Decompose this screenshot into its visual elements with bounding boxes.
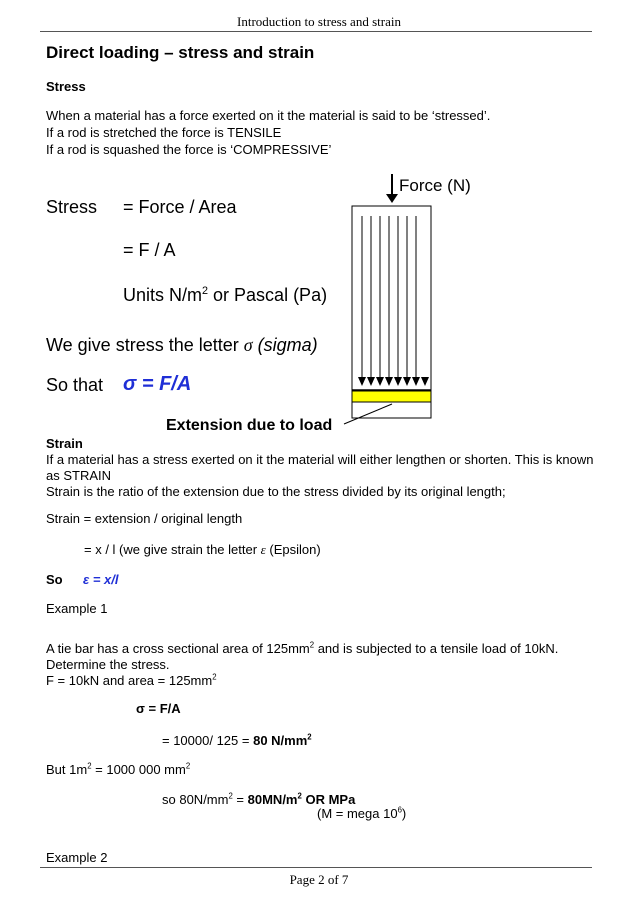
epsilon-symbol: ε (260, 542, 266, 557)
strain-formula: ε = x/l (83, 572, 119, 587)
sigma-symbol: σ (243, 335, 253, 355)
strain-formula-line (84, 542, 321, 558)
example2-title: Example 2 (46, 850, 108, 865)
strain-line-2: as STRAIN (46, 468, 112, 483)
extension-label: Extension due to load (166, 417, 333, 434)
intro-line-2: If a rod is stretched the force is TENSILE (46, 125, 282, 140)
sigma-equation: σ = F/A (136, 701, 181, 716)
problem-text-a: A tie bar has a cross sectional area of 125mm (46, 641, 310, 656)
strain-formula-text: = x / l (we give strain the letter (84, 542, 261, 557)
loaded-rod-diagram (340, 172, 440, 442)
result-line (162, 792, 355, 807)
example1-given (46, 673, 558, 689)
strain-paragraph (46, 452, 593, 500)
stress-formula: σ = F/A (123, 373, 192, 395)
page-number: Page 2 of 7 (289, 872, 349, 887)
stress-heading: Stress (46, 79, 86, 94)
problem-text-b: and is subjected to a tensile load of 10kN. (314, 641, 559, 656)
so-sup: 2 (228, 791, 233, 801)
extension-pointer (344, 404, 392, 424)
stress-arrowheads (358, 377, 429, 386)
so-text-a: so 80N/mm (162, 792, 229, 807)
problem-sup: 2 (309, 640, 315, 650)
mega-note (317, 806, 406, 821)
units-suffix: or Pascal (Pa) (208, 285, 328, 305)
extension-band (352, 391, 431, 402)
calc-result: 80 N/mm (253, 733, 308, 748)
example1-title: Example 1 (46, 601, 108, 616)
example1-task: Determine the stress. (46, 657, 170, 672)
unit-conversion (46, 762, 190, 777)
strain-definition: Strain = extension / original length (46, 511, 243, 526)
intro-paragraph (46, 107, 490, 158)
epsilon-name: (Epsilon) (265, 542, 321, 557)
strain-line-3: Strain is the ratio of the extension due to the stress divided by its original length; (46, 484, 506, 499)
given-text: F = 10kN and area = 125mm (46, 673, 213, 688)
strain-heading: Strain (46, 436, 83, 451)
so-result-sup: 2 (297, 791, 302, 801)
header-rule (40, 31, 592, 32)
calc-result-sup: 2 (307, 732, 312, 742)
stress-eq-2: = F / A (123, 240, 176, 260)
so-result-end: OR MPa (301, 792, 356, 807)
stress-letter-line (46, 335, 318, 356)
but-sup: 2 (87, 761, 92, 771)
mega-text: (M = mega 10 (317, 806, 398, 821)
stress-word: Stress (46, 197, 98, 217)
units-sup: 2 (202, 285, 209, 297)
units-text: Units N/m (123, 285, 203, 305)
so-that-label: So that (46, 375, 104, 395)
given-sup: 2 (212, 672, 217, 682)
example1-problem (46, 641, 558, 689)
so-text-b: = (232, 792, 248, 807)
stress-calculation (162, 733, 312, 748)
so-result: 80MN/m (247, 792, 298, 807)
but-text-a: But 1m (46, 762, 88, 777)
sigma-name: (sigma) (252, 335, 318, 355)
stress-units (123, 285, 327, 306)
force-arrow-head (386, 194, 398, 203)
intro-line-1: When a material has a force exerted on it the material is said to be ‘stressed’. (46, 108, 491, 123)
force-label: Force (N) (399, 176, 471, 195)
running-header: Introduction to stress and strain (237, 14, 401, 29)
strain-line-1: If a material has a stress exerted on it the material will either lengthen or shorten. This is known (46, 452, 594, 467)
calc-text: = 10000/ 125 = (162, 733, 254, 748)
stress-lines (362, 216, 416, 378)
strain-so-label: So (46, 572, 63, 587)
example1-problem-line (46, 641, 558, 657)
letter-prefix: We give stress the letter (46, 335, 244, 355)
mega-close: ) (401, 806, 407, 821)
but-sup-2: 2 (185, 761, 191, 771)
but-text-b: = 1000 000 mm (91, 762, 186, 777)
rod-outline (352, 206, 431, 418)
stress-eq-1: = Force / Area (123, 197, 237, 217)
intro-line-3: If a rod is squashed the force is ‘COMPRESSIVE’ (46, 142, 332, 157)
footer-rule (40, 867, 592, 868)
mega-sup: 6 (397, 805, 402, 815)
section-title: Direct loading – stress and strain (46, 43, 315, 62)
